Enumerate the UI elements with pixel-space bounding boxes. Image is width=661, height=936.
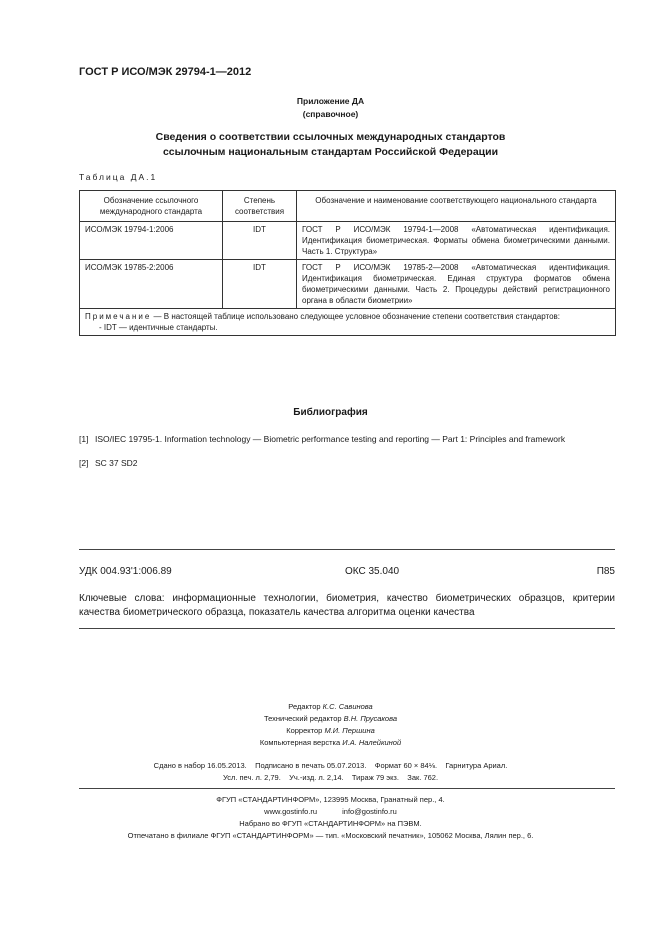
table-label: Таблица ДА.1	[79, 172, 158, 182]
note-label: Примечание	[85, 312, 152, 321]
table-note	[80, 309, 616, 336]
bibliography-number: [2]	[79, 458, 89, 468]
column-header-international: Обозначение ссылочного международного стандарта	[80, 191, 223, 222]
print-info-line-1: Сдано в набор 16.05.2013. Подписано в печать 05.07.2013. Формат 60 × 84⅛. Гарнитура Ариал.	[153, 761, 508, 770]
cell-national-standard: ГОСТ Р ИСО/МЭК 19785-2—2008 «Автоматическая идентификация. Идентификация биометрическая. Единая структура форматов обмена биометрическими данными. Часть 2. Процедуры действий регистрационного органа в области биометрии»	[297, 260, 616, 309]
corrector-name: М.И. Першина	[324, 726, 375, 735]
table-row	[80, 260, 616, 309]
divider-middle	[79, 628, 615, 629]
cell-degree: IDT	[223, 260, 297, 309]
classification-row	[79, 566, 615, 580]
publisher-line-3: Набрано во ФГУП «СТАНДАРТИНФОРМ» на ПЭВМ.	[239, 819, 422, 828]
column-header-degree: Степень соответствия	[223, 191, 297, 222]
bibliography-title: Библиография	[293, 407, 368, 418]
divider-top	[79, 549, 615, 550]
publisher-line-1: ФГУП «СТАНДАРТИНФОРМ», 123995 Москва, Гранатный пер., 4.	[216, 795, 445, 804]
tech-editor-label: Технический редактор	[263, 714, 342, 723]
credit-tech-editor	[0, 713, 661, 725]
table-header-row	[80, 191, 616, 222]
note-item: - IDT — идентичные стандарты.	[99, 323, 218, 332]
corrector-label: Корректор	[286, 726, 323, 735]
divider-bottom	[79, 788, 615, 789]
category-code: П85	[596, 566, 615, 577]
annex-subtitle: (справочное)	[302, 109, 359, 119]
column-header-national: Обозначение и наименование соответствующего национального стандарта	[297, 191, 616, 222]
bibliography-text: SC 37 SD2	[95, 458, 138, 468]
section-title-line-2: ссылочным национальным стандартам Российской Федерации	[162, 146, 499, 158]
credit-layout	[0, 737, 661, 749]
section-title-line-1: Сведения о соответствии ссылочных международных стандартов	[155, 131, 506, 143]
annex-title: Приложение ДА	[296, 96, 365, 106]
document-header: ГОСТ Р ИСО/МЭК 29794-1—2012	[79, 66, 252, 78]
cell-national-standard: ГОСТ Р ИСО/МЭК 19794-1—2008 «Автоматическая идентификация. Идентификация биометрическая. Форматы обмена биометрическими данными. Часть 1. Структура»	[297, 222, 616, 260]
cell-international-standard: ИСО/МЭК 19794-1:2006	[80, 222, 223, 260]
credit-editor	[0, 701, 661, 713]
layout-label: Компьютерная верстка	[259, 738, 341, 747]
publisher-contacts: www.gostinfo.ru info@gostinfo.ru	[264, 807, 397, 816]
keywords: Ключевые слова: информационные технологии, биометрия, качество биометрических образцов, критерии качества биометрического образца, показатель качества алгоритма оценки качества	[79, 593, 615, 618]
bibliography-number: [1]	[79, 434, 89, 444]
cell-degree: IDT	[223, 222, 297, 260]
oks-code: ОКС 35.040	[345, 566, 400, 577]
correspondence-table	[79, 190, 616, 336]
table-row	[80, 222, 616, 260]
layout-name: И.А. Налейкиной	[342, 738, 402, 747]
bibliography-item	[79, 433, 615, 457]
section-title	[0, 130, 661, 160]
table-note-row	[80, 309, 616, 336]
note-text: — В настоящей таблице использовано следующее условное обозначение степени соответствия стандартов:	[151, 312, 560, 321]
bibliography-text: ISO/IEC 19795-1. Information technology — Biometric performance testing and reporting — Part 1: Principles and framework	[95, 434, 566, 444]
editor-name: К.С. Савинова	[322, 702, 373, 711]
print-info-line-2: Усл. печ. л. 2,79. Уч.-изд. л. 2,14. Тираж 79 экз. Зак. 762.	[222, 773, 439, 782]
cell-international-standard: ИСО/МЭК 19785-2:2006	[80, 260, 223, 309]
editor-label: Редактор	[288, 702, 321, 711]
publisher-line-4: Отпечатано в филиале ФГУП «СТАНДАРТИНФОРМ» — тип. «Московский печатник», 105062 Москва, Лялин пер., 6.	[127, 831, 534, 840]
udk-code: УДК 004.93'1:006.89	[79, 566, 172, 577]
bibliography-item	[79, 457, 615, 469]
credit-corrector	[0, 725, 661, 737]
tech-editor-name: В.Н. Прусакова	[343, 714, 398, 723]
